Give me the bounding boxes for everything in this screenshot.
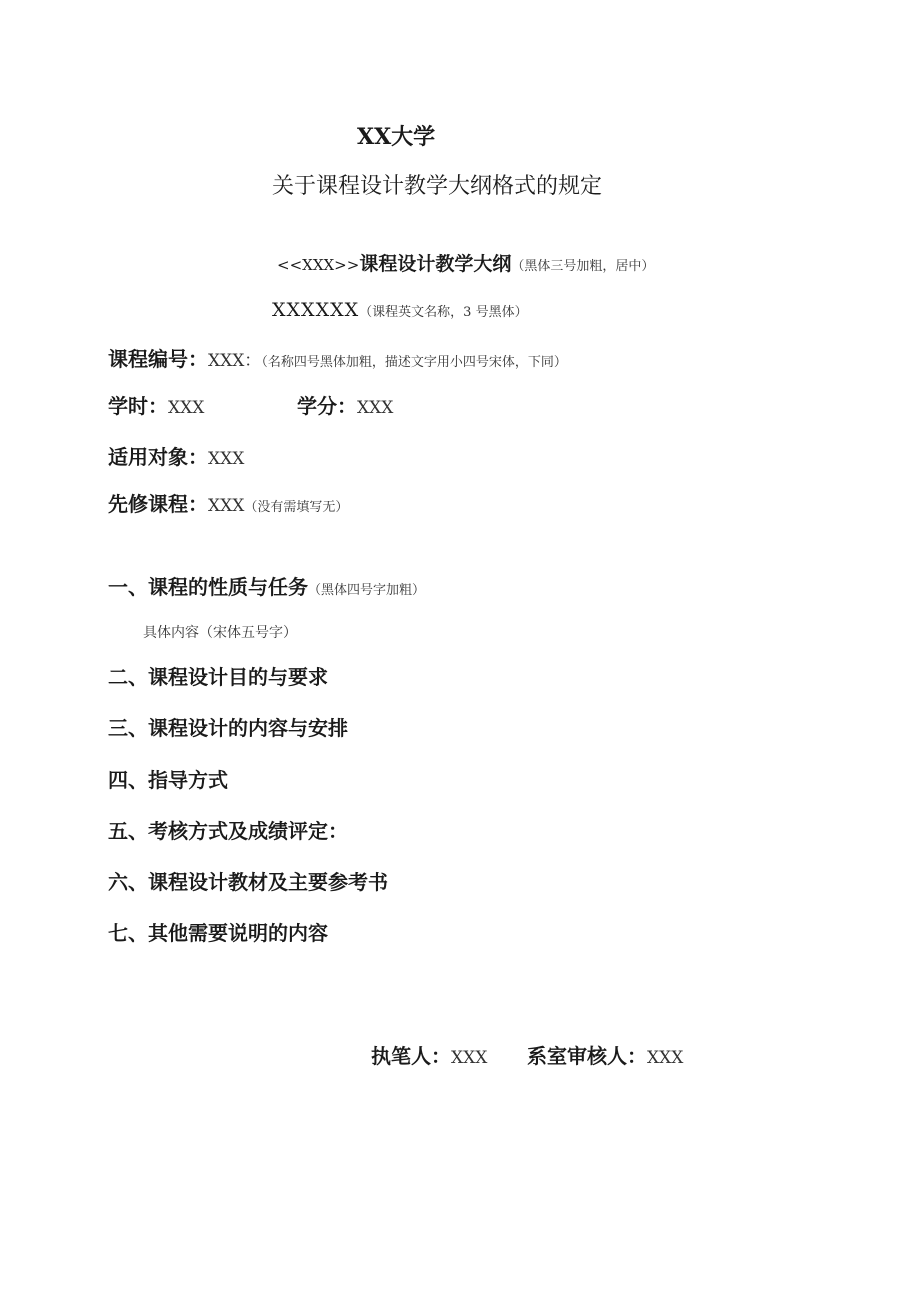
syllabus-title-line [277,255,654,274]
prerequisite-row [108,494,348,515]
section-5-title: 五、考核方式及成绩评定： [108,819,348,843]
section-2-title: 二、课程设计目的与要求 [108,665,328,689]
author-value: XXX [451,1048,488,1068]
section-1 [108,577,425,597]
english-name: XXXXXX [272,299,360,321]
section-6-title: 六、课程设计教材及主要参考书 [108,870,388,894]
credits-label: 学分： [297,394,357,418]
credits-value: XXX [357,398,394,418]
course-code-label: 课程编号： [108,347,208,371]
reviewer-label: 系室审核人： [527,1044,647,1068]
prerequisite-value: XXX [208,496,245,516]
hours-value: XXX [168,398,205,418]
author-label: 执笔人： [371,1044,451,1068]
author-signature [371,1046,487,1067]
prerequisite-label: 先修课程： [108,492,208,516]
syllabus-title-main: 课程设计教学大纲 [359,253,512,275]
course-code-value: XXX： [208,351,262,371]
syllabus-title-prefix: <<XXX>> [277,256,360,274]
audience-row [108,447,244,468]
hours-label: 学时： [108,394,168,418]
regulation-title: 关于课程设计教学大纲格式的规定 [272,174,603,199]
audience-label: 适用对象： [108,445,208,469]
university-title: XX大学 [357,124,436,150]
hours-row [108,396,204,417]
reviewer-value: XXX [647,1048,684,1068]
english-name-note: （课程英文名称，3 号黑体） [359,305,528,320]
section-4-title: 四、指导方式 [108,768,228,792]
syllabus-title-note: （黑体三号加粗，居中） [511,259,655,274]
section-body-example: 具体内容（宋体五号字） [143,625,297,641]
section-3-title: 三、课程设计的内容与安排 [108,716,348,740]
section-1-title: 一、课程的性质与任务 [108,575,308,599]
credits-row [297,396,393,417]
section-1-note: （黑体四号字加粗） [308,583,426,598]
course-code-row [108,349,567,370]
course-code-note: （名称四号黑体加粗，描述文字用小四号宋体，下同） [261,355,567,370]
english-name-line [272,301,528,320]
prerequisite-note: （没有需填写无） [244,500,349,515]
section-7-title: 七、其他需要说明的内容 [108,921,328,945]
audience-value: XXX [208,449,245,469]
reviewer-signature [527,1046,683,1067]
